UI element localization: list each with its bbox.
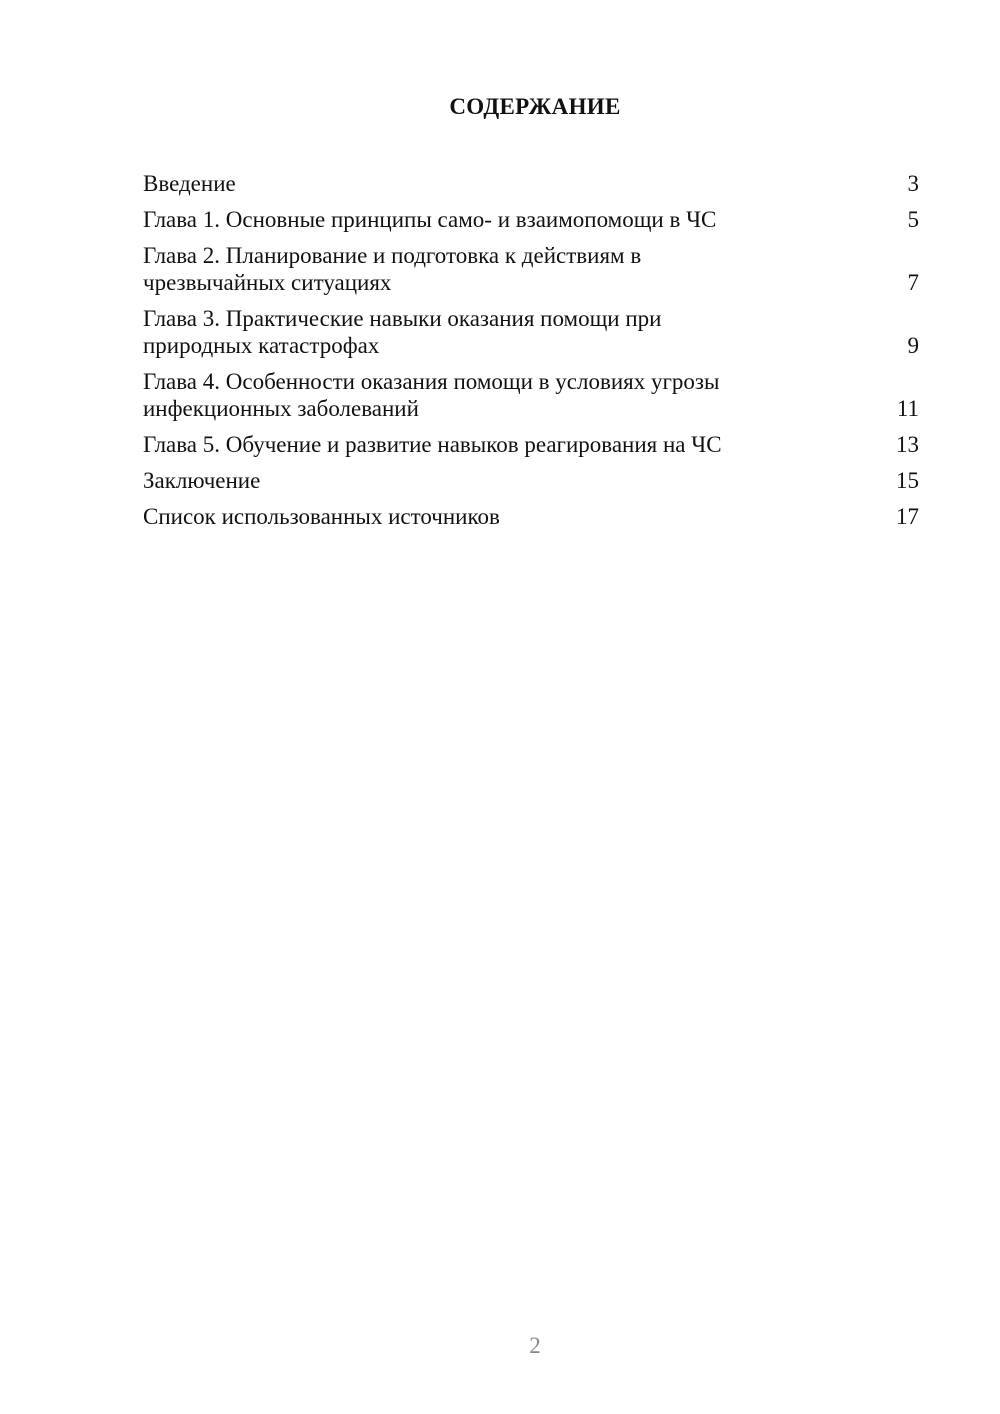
- toc-entry-title: Глава 2. Планирование и подготовка к действиям в чрезвычайных ситуациях: [143, 243, 642, 295]
- table-of-contents: [143, 170, 919, 539]
- toc-entry-title: Глава 3. Практические навыки оказания помощи при природных катастрофах: [143, 306, 662, 358]
- document-title: СОДЕРЖАНИЕ: [449, 94, 621, 119]
- toc-entry-title: Список использованных источников: [143, 504, 500, 529]
- toc-entry-references: [143, 503, 919, 530]
- page-number: 2: [529, 1333, 541, 1358]
- toc-entry-conclusion: [143, 467, 919, 494]
- toc-entry-chapter-3: [143, 305, 919, 359]
- toc-entry-chapter-4: [143, 368, 919, 422]
- toc-entry-page: 7: [907, 270, 919, 295]
- toc-entry-title: Глава 1. Основные принципы само- и взаимопомощи в ЧС: [143, 207, 717, 232]
- toc-entry-page: 13: [896, 432, 919, 457]
- toc-entry-page: 5: [907, 207, 919, 232]
- toc-entry-chapter-1: [143, 206, 919, 233]
- toc-entry-title: Глава 5. Обучение и развитие навыков реагирования на ЧС: [143, 432, 722, 457]
- toc-entry-title: Глава 4. Особенности оказания помощи в условиях угрозы инфекционных заболеваний: [143, 369, 720, 421]
- toc-entry-chapter-5: [143, 431, 919, 458]
- toc-entry-page: 11: [896, 396, 919, 421]
- toc-entry-page: 3: [907, 171, 919, 196]
- toc-entry-title: Введение: [143, 171, 236, 196]
- toc-entry-chapter-2: [143, 242, 919, 296]
- toc-entry-introduction: [143, 170, 919, 197]
- toc-entry-page: 17: [896, 504, 919, 529]
- toc-entry-title: Заключение: [143, 468, 261, 493]
- toc-entry-page: 9: [907, 333, 919, 358]
- toc-entry-page: 15: [896, 468, 919, 493]
